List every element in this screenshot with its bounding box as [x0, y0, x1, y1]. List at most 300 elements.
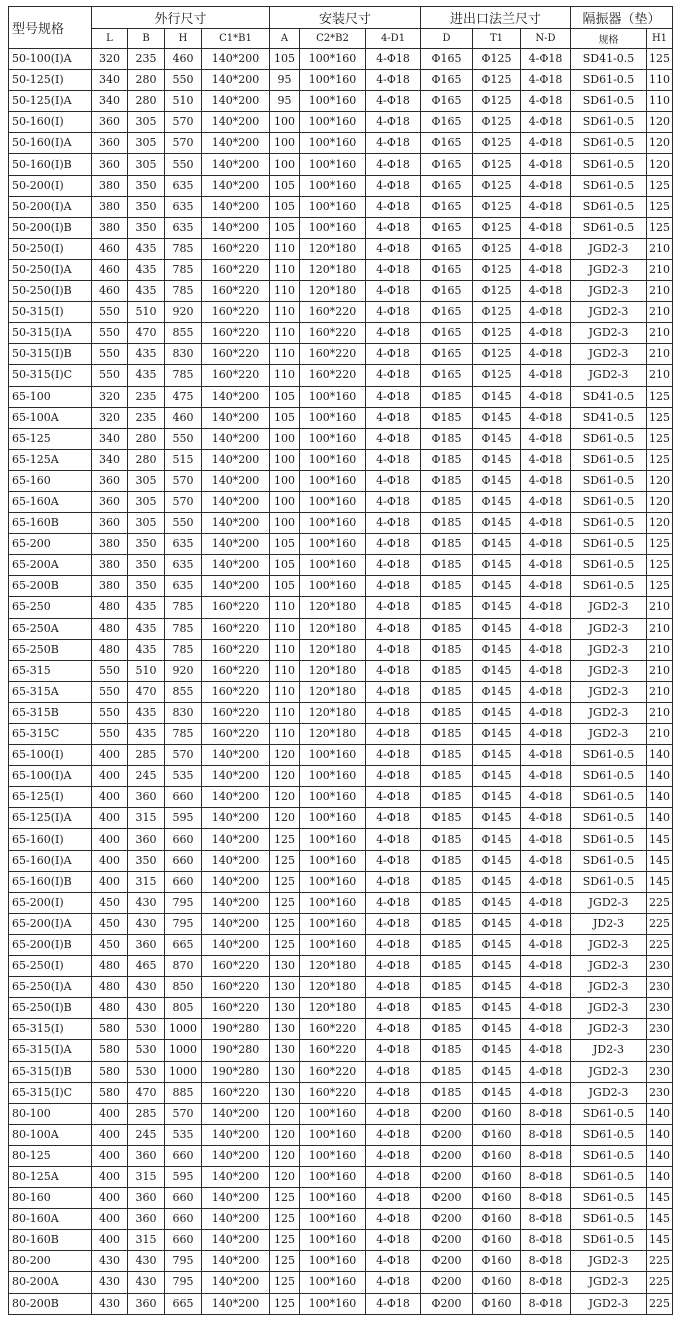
table-cell: 430: [128, 892, 165, 913]
table-cell: Φ125: [473, 112, 521, 133]
table-cell: Φ200: [421, 1145, 473, 1166]
table-row: [9, 576, 673, 597]
table-cell: 4-Φ18: [521, 513, 571, 534]
table-cell: 140*200: [202, 91, 270, 112]
table-cell: JGD2-3: [571, 956, 647, 977]
table-cell: 470: [128, 323, 165, 344]
table-cell: 350: [128, 576, 165, 597]
table-cell: 580: [92, 1019, 128, 1040]
table-cell: SD61-0.5: [571, 871, 647, 892]
table-cell: 570: [165, 470, 202, 491]
table-cell: 145: [647, 829, 673, 850]
table-row: [9, 238, 673, 259]
table-cell: 100*160: [300, 871, 366, 892]
table-cell: 450: [92, 913, 128, 934]
table-cell: 160*220: [202, 1082, 270, 1103]
table-cell: 100*160: [300, 470, 366, 491]
table-cell: 225: [647, 913, 673, 934]
table-cell: 315: [128, 871, 165, 892]
table-cell: JGD2-3: [571, 344, 647, 365]
model-cell: 65-315(I)C: [9, 1082, 92, 1103]
table-cell: 110: [270, 702, 300, 723]
table-cell: 4-Φ18: [366, 238, 421, 259]
table-cell: 120*180: [300, 281, 366, 302]
table-cell: 4-Φ18: [521, 745, 571, 766]
table-cell: Φ185: [421, 386, 473, 407]
table-cell: 140*200: [202, 1124, 270, 1145]
table-cell: Φ185: [421, 470, 473, 491]
table-cell: 100*160: [300, 1145, 366, 1166]
table-cell: SD61-0.5: [571, 1209, 647, 1230]
table-cell: 480: [92, 998, 128, 1019]
table-cell: 140*200: [202, 1230, 270, 1251]
table-cell: Φ200: [421, 1293, 473, 1314]
table-row: [9, 1166, 673, 1187]
table-cell: 140*200: [202, 386, 270, 407]
table-cell: 360: [128, 1188, 165, 1209]
table-cell: 360: [128, 1293, 165, 1314]
model-cell: 80-200A: [9, 1272, 92, 1293]
table-cell: 120*180: [300, 597, 366, 618]
table-cell: Φ185: [421, 702, 473, 723]
table-cell: Φ185: [421, 1019, 473, 1040]
table-cell: 785: [165, 365, 202, 386]
table-cell: Φ185: [421, 892, 473, 913]
table-cell: JGD2-3: [571, 1082, 647, 1103]
table-cell: 4-Φ18: [366, 977, 421, 998]
table-cell: 4-Φ18: [521, 112, 571, 133]
table-cell: 8-Φ18: [521, 1251, 571, 1272]
table-cell: 4-Φ18: [366, 70, 421, 91]
table-cell: 4-Φ18: [521, 49, 571, 70]
table-cell: 635: [165, 555, 202, 576]
table-cell: 210: [647, 702, 673, 723]
table-cell: 400: [92, 745, 128, 766]
table-cell: 350: [128, 534, 165, 555]
table-cell: 140*200: [202, 1166, 270, 1187]
table-cell: 230: [647, 998, 673, 1019]
table-cell: 110: [270, 639, 300, 660]
table-cell: 4-Φ18: [366, 49, 421, 70]
table-row: [9, 70, 673, 91]
model-cell: 50-160(I): [9, 112, 92, 133]
table-cell: 515: [165, 449, 202, 470]
table-cell: 4-Φ18: [366, 892, 421, 913]
model-cell: 80-160A: [9, 1209, 92, 1230]
table-cell: 360: [128, 787, 165, 808]
table-cell: 4-Φ18: [521, 913, 571, 934]
model-cell: 65-125A: [9, 449, 92, 470]
table-cell: 140*200: [202, 407, 270, 428]
table-cell: 460: [92, 281, 128, 302]
table-row: [9, 91, 673, 112]
table-cell: 4-Φ18: [366, 1230, 421, 1251]
table-cell: Φ185: [421, 1082, 473, 1103]
table-cell: 125: [270, 871, 300, 892]
table-cell: 4-Φ18: [521, 196, 571, 217]
table-cell: 4-Φ18: [521, 302, 571, 323]
table-row: [9, 365, 673, 386]
table-cell: 230: [647, 1040, 673, 1061]
table-cell: 120: [270, 1124, 300, 1145]
table-cell: 125: [270, 1209, 300, 1230]
table-cell: 160*220: [202, 956, 270, 977]
table-row: [9, 1251, 673, 1272]
table-cell: 125: [270, 892, 300, 913]
table-cell: 120: [270, 787, 300, 808]
table-cell: 4-Φ18: [521, 428, 571, 449]
table-cell: 105: [270, 555, 300, 576]
table-cell: Φ185: [421, 998, 473, 1019]
column-header-t1: T1: [473, 29, 521, 49]
table-cell: 340: [92, 449, 128, 470]
table-cell: Φ185: [421, 534, 473, 555]
table-cell: 4-Φ18: [521, 618, 571, 639]
table-cell: SD41-0.5: [571, 407, 647, 428]
table-cell: 570: [165, 745, 202, 766]
table-cell: 435: [128, 365, 165, 386]
table-cell: Φ125: [473, 154, 521, 175]
table-row: [9, 956, 673, 977]
table-cell: 4-Φ18: [366, 386, 421, 407]
table-cell: 785: [165, 724, 202, 745]
table-cell: Φ145: [473, 724, 521, 745]
table-cell: 550: [92, 681, 128, 702]
table-cell: Φ165: [421, 91, 473, 112]
table-cell: Φ125: [473, 91, 521, 112]
table-cell: 785: [165, 238, 202, 259]
table-cell: 100*160: [300, 154, 366, 175]
table-cell: 360: [92, 470, 128, 491]
table-cell: 350: [128, 196, 165, 217]
table-cell: 4-Φ18: [521, 787, 571, 808]
model-cell: 65-315C: [9, 724, 92, 745]
table-cell: 225: [647, 934, 673, 955]
table-cell: 635: [165, 175, 202, 196]
table-cell: JD2-3: [571, 1040, 647, 1061]
table-cell: 140*200: [202, 154, 270, 175]
table-cell: 400: [92, 1145, 128, 1166]
table-cell: Φ125: [473, 238, 521, 259]
table-cell: 110: [270, 259, 300, 280]
table-cell: 120*180: [300, 618, 366, 639]
model-cell: 65-125(I): [9, 787, 92, 808]
table-row: [9, 724, 673, 745]
table-cell: 100: [270, 470, 300, 491]
table-cell: 550: [165, 513, 202, 534]
table-cell: 210: [647, 597, 673, 618]
table-cell: Φ145: [473, 871, 521, 892]
table-cell: 140: [647, 1103, 673, 1124]
table-cell: 550: [92, 323, 128, 344]
table-cell: 4-Φ18: [366, 1103, 421, 1124]
model-cell: 80-200: [9, 1251, 92, 1272]
table-cell: 4-Φ18: [366, 1124, 421, 1145]
model-cell: 80-160: [9, 1188, 92, 1209]
table-cell: 4-Φ18: [521, 702, 571, 723]
table-cell: 4-Φ18: [521, 871, 571, 892]
table-cell: 140*200: [202, 175, 270, 196]
model-cell: 80-100A: [9, 1124, 92, 1145]
table-cell: 850: [165, 977, 202, 998]
table-cell: 285: [128, 745, 165, 766]
table-cell: 480: [92, 977, 128, 998]
table-row: [9, 850, 673, 871]
table-cell: Φ200: [421, 1188, 473, 1209]
table-cell: JGD2-3: [571, 702, 647, 723]
table-cell: 350: [128, 175, 165, 196]
table-cell: 280: [128, 91, 165, 112]
table-cell: 870: [165, 956, 202, 977]
table-cell: Φ145: [473, 913, 521, 934]
table-cell: Φ145: [473, 449, 521, 470]
table-cell: 8-Φ18: [521, 1188, 571, 1209]
table-cell: 785: [165, 639, 202, 660]
flange-dimensions-header: 进出口法兰尺寸: [421, 7, 571, 29]
model-cell: 65-315B: [9, 702, 92, 723]
table-cell: 795: [165, 892, 202, 913]
table-cell: 435: [128, 724, 165, 745]
table-cell: SD61-0.5: [571, 70, 647, 91]
table-cell: 360: [128, 829, 165, 850]
table-cell: 4-Φ18: [521, 175, 571, 196]
table-cell: 480: [92, 956, 128, 977]
table-cell: 140*200: [202, 470, 270, 491]
table-cell: 480: [92, 597, 128, 618]
table-cell: 4-Φ18: [521, 344, 571, 365]
table-cell: Φ145: [473, 618, 521, 639]
table-cell: 400: [92, 871, 128, 892]
table-cell: 105: [270, 534, 300, 555]
table-cell: 4-Φ18: [366, 576, 421, 597]
table-cell: 140*200: [202, 555, 270, 576]
table-cell: 535: [165, 766, 202, 787]
table-cell: Φ145: [473, 787, 521, 808]
table-cell: 400: [92, 1124, 128, 1145]
table-cell: 140*200: [202, 1293, 270, 1314]
table-row: [9, 977, 673, 998]
table-cell: 4-Φ18: [521, 259, 571, 280]
table-cell: 535: [165, 1124, 202, 1145]
table-cell: 4-Φ18: [366, 470, 421, 491]
table-cell: 4-Φ18: [521, 534, 571, 555]
table-cell: 660: [165, 1230, 202, 1251]
outer-dimensions-header: 外行尺寸: [92, 7, 270, 29]
table-cell: 4-Φ18: [366, 344, 421, 365]
table-cell: JGD2-3: [571, 365, 647, 386]
table-cell: 100*160: [300, 491, 366, 512]
table-cell: 95: [270, 70, 300, 91]
table-cell: 8-Φ18: [521, 1209, 571, 1230]
table-cell: 160*220: [202, 660, 270, 681]
table-cell: 120: [647, 112, 673, 133]
table-cell: 160*220: [202, 238, 270, 259]
table-cell: 380: [92, 555, 128, 576]
table-row: [9, 217, 673, 238]
table-cell: Φ185: [421, 681, 473, 702]
table-cell: 580: [92, 1061, 128, 1082]
table-cell: 4-Φ18: [521, 956, 571, 977]
table-cell: 305: [128, 513, 165, 534]
model-cell: 65-125(I)A: [9, 808, 92, 829]
table-cell: 510: [128, 302, 165, 323]
table-cell: 4-Φ18: [521, 1061, 571, 1082]
table-row: [9, 323, 673, 344]
table-cell: 8-Φ18: [521, 1124, 571, 1145]
table-cell: 100: [270, 491, 300, 512]
table-cell: 230: [647, 977, 673, 998]
table-cell: JGD2-3: [571, 724, 647, 745]
table-row: [9, 407, 673, 428]
table-cell: 400: [92, 1209, 128, 1230]
table-cell: 140*200: [202, 70, 270, 91]
table-cell: SD61-0.5: [571, 491, 647, 512]
table-cell: 4-Φ18: [521, 70, 571, 91]
table-cell: 120: [270, 1166, 300, 1187]
table-cell: 380: [92, 576, 128, 597]
table-row: [9, 1061, 673, 1082]
table-cell: 280: [128, 70, 165, 91]
table-cell: 140*200: [202, 1251, 270, 1272]
table-cell: 4-Φ18: [366, 491, 421, 512]
model-cell: 50-160(I)B: [9, 154, 92, 175]
table-cell: SD61-0.5: [571, 217, 647, 238]
table-cell: 380: [92, 217, 128, 238]
table-cell: 4-Φ18: [521, 998, 571, 1019]
table-cell: 130: [270, 998, 300, 1019]
table-cell: 360: [128, 1209, 165, 1230]
table-cell: 120*180: [300, 998, 366, 1019]
table-cell: 110: [270, 365, 300, 386]
table-cell: 125: [270, 1293, 300, 1314]
table-row: [9, 302, 673, 323]
model-cell: 65-250: [9, 597, 92, 618]
table-cell: 475: [165, 386, 202, 407]
table-cell: 190*280: [202, 1019, 270, 1040]
model-cell: 50-125(I)A: [9, 91, 92, 112]
table-cell: Φ185: [421, 977, 473, 998]
table-cell: 320: [92, 49, 128, 70]
table-cell: 100*160: [300, 49, 366, 70]
table-cell: JGD2-3: [571, 1293, 647, 1314]
table-cell: 225: [647, 1293, 673, 1314]
table-cell: 4-Φ18: [521, 934, 571, 955]
table-cell: JGD2-3: [571, 597, 647, 618]
table-cell: 100*160: [300, 766, 366, 787]
table-cell: 305: [128, 112, 165, 133]
table-cell: 4-Φ18: [521, 1040, 571, 1061]
table-cell: Φ145: [473, 470, 521, 491]
table-cell: 100*160: [300, 70, 366, 91]
table-cell: 595: [165, 808, 202, 829]
table-cell: 305: [128, 491, 165, 512]
table-cell: 140: [647, 808, 673, 829]
table-cell: 100*160: [300, 1293, 366, 1314]
table-cell: 100: [270, 112, 300, 133]
table-cell: JGD2-3: [571, 934, 647, 955]
table-cell: Φ145: [473, 660, 521, 681]
table-cell: 570: [165, 1103, 202, 1124]
table-cell: 210: [647, 724, 673, 745]
table-cell: 120: [270, 1103, 300, 1124]
table-cell: 4-Φ18: [366, 745, 421, 766]
table-cell: Φ145: [473, 977, 521, 998]
table-row: [9, 1293, 673, 1314]
table-cell: 140*200: [202, 787, 270, 808]
table-cell: 350: [128, 217, 165, 238]
table-cell: 660: [165, 1209, 202, 1230]
model-cell: 65-160: [9, 470, 92, 491]
table-cell: 305: [128, 133, 165, 154]
table-cell: Φ125: [473, 259, 521, 280]
table-cell: Φ185: [421, 1040, 473, 1061]
column-header-spec: 规格: [571, 29, 647, 49]
table-cell: 8-Φ18: [521, 1272, 571, 1293]
column-header-a: A: [270, 29, 300, 49]
table-cell: 785: [165, 597, 202, 618]
table-row: [9, 196, 673, 217]
table-cell: Φ200: [421, 1272, 473, 1293]
table-row: [9, 49, 673, 70]
table-cell: Φ165: [421, 259, 473, 280]
table-cell: 100*160: [300, 934, 366, 955]
model-cell: 65-100(I): [9, 745, 92, 766]
table-cell: 160*220: [202, 724, 270, 745]
table-cell: 4-Φ18: [521, 829, 571, 850]
table-cell: 120: [270, 1145, 300, 1166]
table-row: [9, 766, 673, 787]
table-cell: 100*160: [300, 850, 366, 871]
table-cell: 140*200: [202, 745, 270, 766]
table-cell: 4-Φ18: [521, 91, 571, 112]
table-cell: 460: [165, 49, 202, 70]
table-cell: 105: [270, 175, 300, 196]
table-cell: 160*220: [300, 344, 366, 365]
table-cell: 360: [92, 154, 128, 175]
table-cell: Φ185: [421, 491, 473, 512]
table-cell: 210: [647, 281, 673, 302]
table-cell: Φ125: [473, 302, 521, 323]
column-header-nd: N-D: [521, 29, 571, 49]
table-cell: 4-Φ18: [366, 1019, 421, 1040]
table-cell: Φ165: [421, 365, 473, 386]
table-cell: 100*160: [300, 407, 366, 428]
table-cell: 100*160: [300, 1166, 366, 1187]
table-cell: 245: [128, 766, 165, 787]
table-cell: JGD2-3: [571, 259, 647, 280]
table-cell: 795: [165, 1272, 202, 1293]
table-row: [9, 112, 673, 133]
table-cell: 550: [165, 154, 202, 175]
table-cell: 350: [128, 850, 165, 871]
table-cell: 125: [647, 534, 673, 555]
table-cell: 4-Φ18: [366, 702, 421, 723]
table-cell: SD61-0.5: [571, 470, 647, 491]
table-cell: 550: [92, 302, 128, 323]
table-cell: 660: [165, 850, 202, 871]
column-header-c1b1: C1*B1: [202, 29, 270, 49]
table-row: [9, 618, 673, 639]
table-cell: 210: [647, 660, 673, 681]
table-cell: 160*220: [202, 618, 270, 639]
table-cell: 530: [128, 1061, 165, 1082]
table-cell: 145: [647, 1230, 673, 1251]
table-cell: 110: [647, 91, 673, 112]
table-cell: 580: [92, 1040, 128, 1061]
table-cell: 4-Φ18: [521, 407, 571, 428]
model-cell: 50-250(I)B: [9, 281, 92, 302]
model-cell: 50-250(I)A: [9, 259, 92, 280]
